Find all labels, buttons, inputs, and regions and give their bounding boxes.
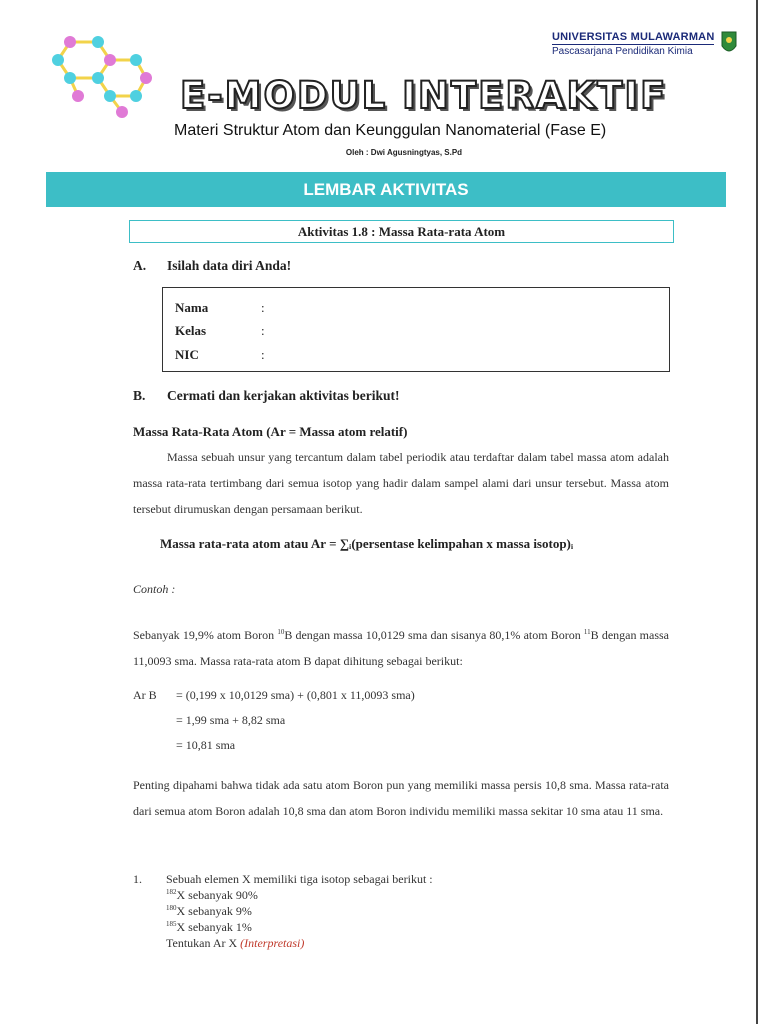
example-text-1: Sebanyak 19,9% atom Boron — [133, 628, 278, 642]
identity-row-nic[interactable] — [175, 347, 265, 363]
example-label: Contoh : — [133, 582, 176, 596]
calc-label: Ar B — [133, 688, 157, 702]
module-title: E-MODUL INTERAKTIF — [180, 74, 668, 117]
isotope-mass-11: 11 — [583, 628, 591, 636]
author-line: Oleh : Dwi Agusningtyas, S.Pd — [345, 148, 463, 157]
example-paragraph — [133, 619, 669, 674]
isotope-3-mass: 185 — [166, 920, 177, 928]
class-label: Kelas — [175, 323, 207, 338]
isotope-2-text: X sebanyak 9% — [176, 904, 252, 918]
nic-colon: : — [261, 347, 265, 362]
question-number: 1. — [133, 872, 142, 886]
isotope-line-2 — [166, 904, 252, 919]
identity-form — [162, 287, 670, 372]
activity-banner: LEMBAR AKTIVITAS — [46, 172, 726, 207]
formula: Massa rata-rata atom atau Ar = ∑ᵢ(persentase kelimpahan x massa isotop)ᵢ — [160, 536, 574, 551]
question-text: Sebuah elemen X memiliki tiga isotop sebagai berikut : — [166, 872, 433, 886]
content-heading: Massa Rata-Rata Atom (Ar = Massa atom relatif) — [133, 424, 408, 439]
isotope-1-text: X sebanyak 90% — [176, 888, 258, 902]
calc-line-3: = 10,81 sma — [176, 738, 236, 752]
section-b-text: Cermati dan kerjakan aktivitas berikut! — [167, 388, 400, 403]
class-colon: : — [261, 323, 265, 338]
isotope-1-mass: 182 — [166, 888, 177, 896]
task-text: Tentukan Ar X — [166, 936, 241, 950]
section-a-text: Isilah data diri Anda! — [167, 258, 292, 273]
name-label: Nama — [175, 300, 209, 315]
molecule-logo — [50, 30, 160, 120]
isotope-mass-10: 10 — [277, 628, 285, 636]
task-tag: (Interpretasi) — [240, 936, 305, 950]
intro-paragraph: Massa sebuah unsur yang tercantum dalam tabel periodik atau terdaftar dalam tabel massa atom adalah massa rata-rata tertimbang dari semua isotop yang hadir dalam sampel alami dari unsur tersebut. Massa atom tersebut dirumuskan dengan persamaan berikut. — [133, 450, 669, 516]
isotope-3-text: X sebanyak 1% — [176, 920, 252, 934]
calc-line-2: = 1,99 sma + 8,82 sma — [176, 713, 286, 727]
isotope-line-3 — [166, 920, 252, 935]
module-subtitle: Materi Struktur Atom dan Keunggulan Nanomaterial (Fase E) — [174, 122, 607, 139]
calc-line-1: = (0,199 x 10,0129 sma) + (0,801 x 11,0093 sma) — [176, 688, 415, 702]
example-text-3: B dengan massa 11,0093 sma. Massa rata-rata atom B dapat dihitung sebagai berikut: — [133, 628, 669, 668]
identity-row-class[interactable] — [175, 323, 265, 339]
question-task — [166, 936, 304, 951]
university-name: UNIVERSITAS MULAWARMAN — [552, 31, 715, 43]
isotope-line-1 — [166, 888, 258, 903]
section-a-letter: A. — [133, 258, 147, 273]
university-block — [552, 31, 714, 57]
section-b-letter: B. — [133, 388, 146, 403]
isotope-2-mass: 180 — [166, 904, 177, 912]
university-seal-icon — [718, 28, 740, 58]
nic-label: NIC — [175, 347, 199, 362]
note-paragraph: Penting dipahami bahwa tidak ada satu atom Boron pun yang memiliki massa persis 10,8 sma. Massa rata-rata dari semua atom Boron adalah 10,8 sma dan atom Boron individu memiliki massa sekitar 10 sma atau 11 sma. — [133, 778, 669, 818]
example-text-2: B dengan massa 10,0129 sma dan sisanya 80,1% atom Boron — [284, 628, 584, 642]
program-name: Pascasarjana Pendidikan Kimia — [552, 44, 714, 57]
activity-title: Aktivitas 1.8 : Massa Rata-rata Atom — [129, 220, 674, 243]
name-colon: : — [261, 300, 265, 315]
identity-row-name[interactable] — [175, 300, 265, 316]
